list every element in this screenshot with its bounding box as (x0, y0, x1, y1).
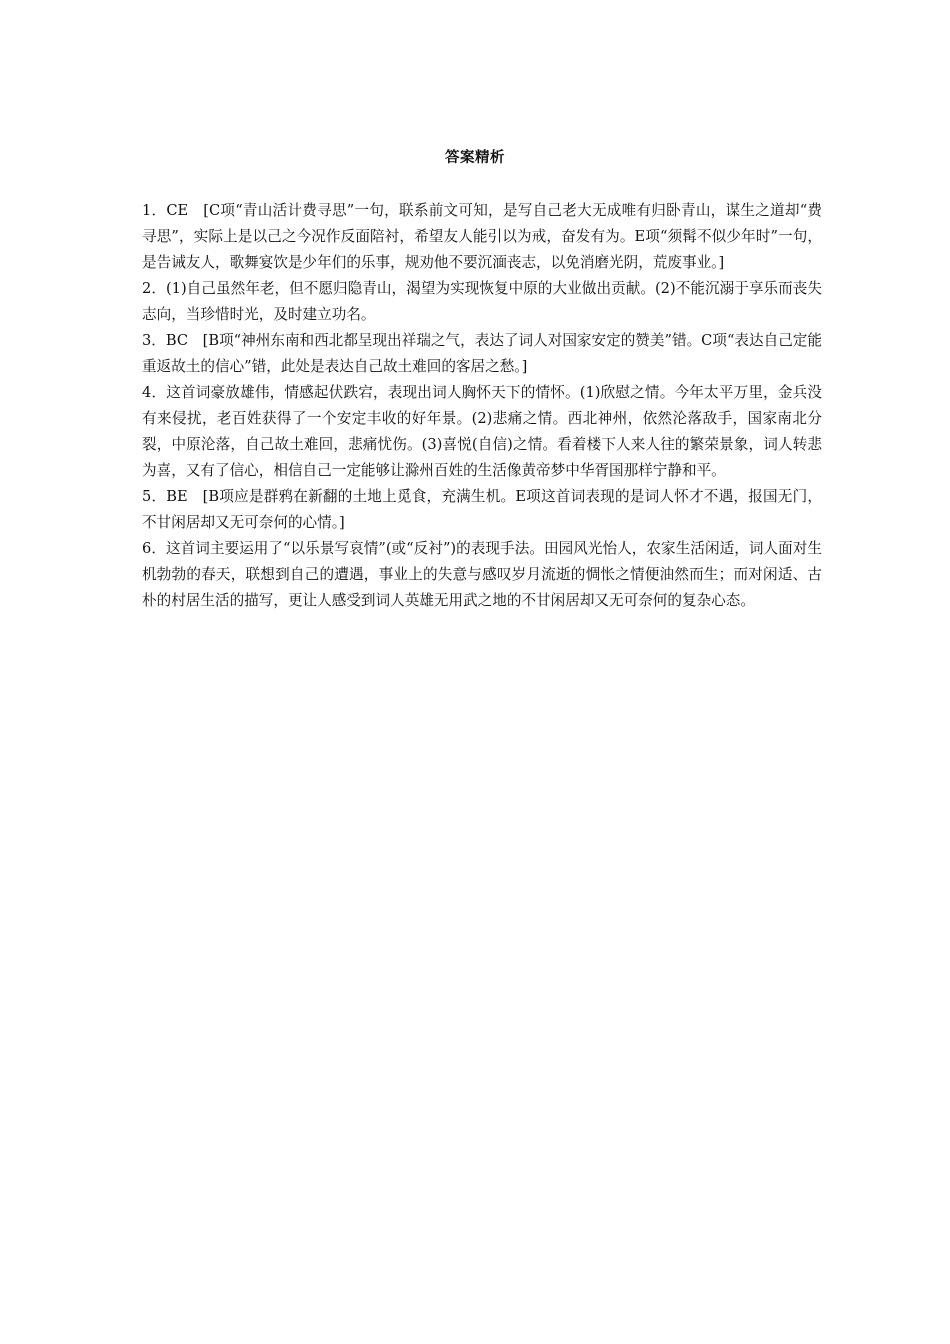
answer-item-6: 6．这首词主要运用了“以乐景写哀情”(或“反衬”)的表现手法。田园风光怡人，农家生活闲适，词人面对生机勃勃的春天，联想到自己的遭遇，事业上的失意与感叹岁月流逝的惆怅之情便油然而生；而对闲适、古朴的村居生活的描写，更让人感受到词人英雄无用武之地的不甘闲居却又无可奈何的复杂心态。 (142, 540, 822, 609)
answer-list (142, 198, 822, 614)
answer-item-1: 1．CE [C项“青山活计费寻思”一句，联系前文可知，是写自己老大无成唯有归卧青山，谋生之道却“费寻思”，实际上是以己之今况作反面陪衬，希望友人能引以为戒，奋发有为。E项“须髯不似少年时”一句，是告诫友人，歌舞宴饮是少年们的乐事，规劝他不要沉湎丧志，以免消磨光阴，荒废事业。] (142, 202, 822, 271)
answer-item-5: 5．BE [B项应是群鸦在新翻的土地上觅食，充满生机。E项这首词表现的是词人怀才不遇，报国无门，不甘闲居却又无可奈何的心情。] (142, 488, 822, 531)
page-title: 答案精析 (445, 150, 505, 166)
answer-item-4: 4．这首词豪放雄伟，情感起伏跌宕，表现出词人胸怀天下的情怀。(1)欣慰之情。今年太平万里，金兵没有来侵扰，老百姓获得了一个安定丰收的好年景。(2)悲痛之情。西北神州，依然沦落敌手，国家南北分裂，中原沦落，自己故土难回，悲痛忧伤。(3)喜悦(自信)之情。看着楼下人来人往的繁荣景象，词人转悲为喜，又有了信心，相信自己一定能够让滁州百姓的生活像黄帝梦中华胥国那样宁静和平。 (142, 384, 822, 479)
answer-item-2: 2．(1)自己虽然年老，但不愿归隐青山，渴望为实现恢复中原的大业做出贡献。(2)不能沉溺于享乐而丧失志向，当珍惜时光，及时建立功名。 (142, 280, 822, 323)
answer-item-3: 3．BC [B项“神州东南和西北都呈现出祥瑞之气，表达了词人对国家安定的赞美”错。C项“表达自己定能重返故土的信心”错，此处是表达自己故土难回的客居之愁。] (142, 332, 822, 375)
